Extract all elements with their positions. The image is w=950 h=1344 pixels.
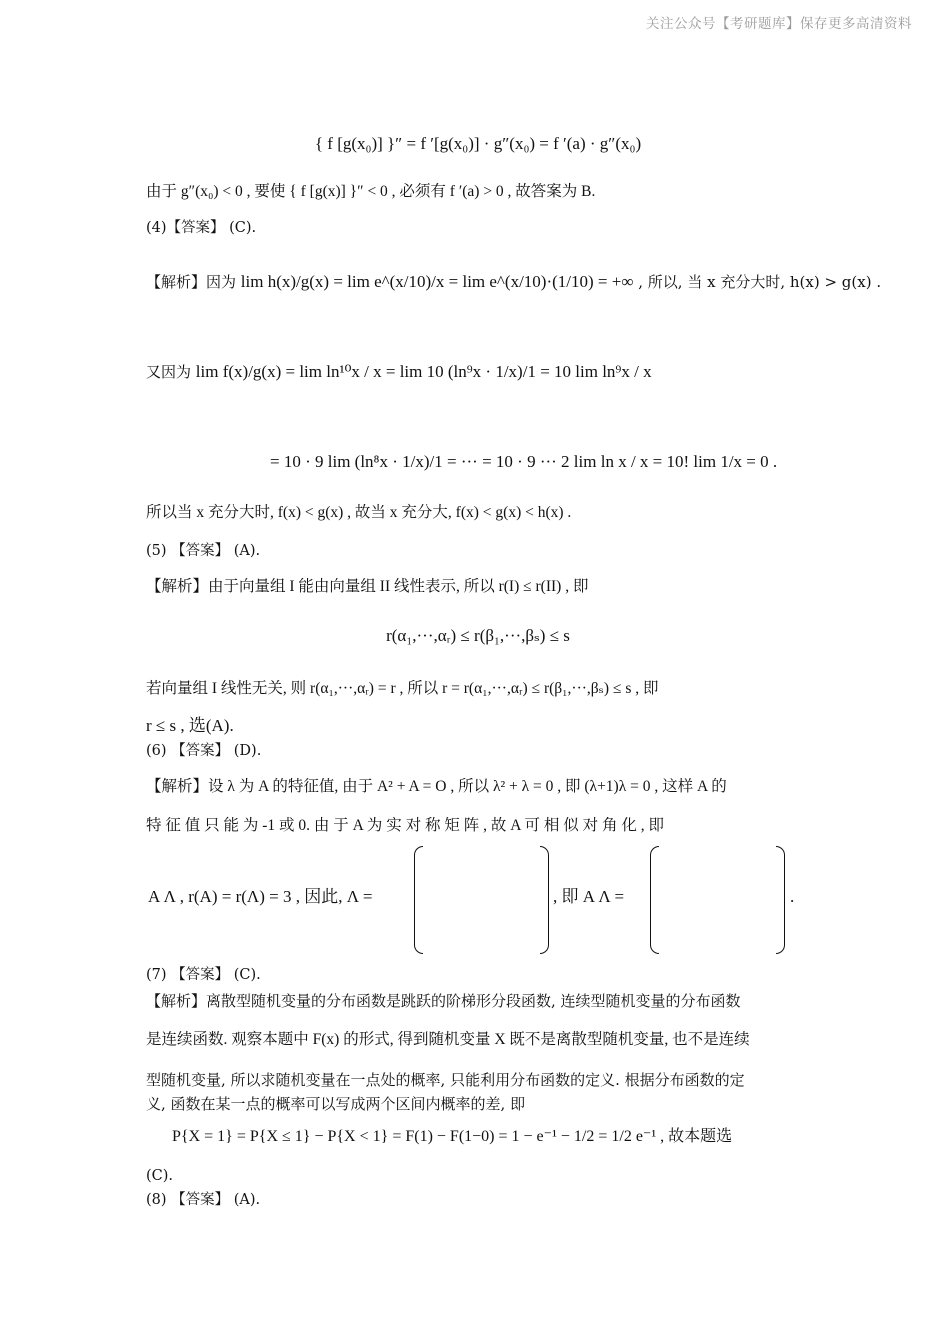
analysis7-line2: 是连续函数. 观察本题中 F(x) 的形式, 得到随机变量 X 既不是离散型随机变量, 也不是连续 <box>146 1031 750 1048</box>
analysis6-line3a: A Λ , r(A) = r(Λ) = 3 , 因此, Λ = <box>148 887 373 906</box>
right-bracket <box>540 846 549 954</box>
analysis4-tail: , 所以, 当 x 充分大时, h(x) > g(x) . <box>638 273 882 291</box>
left-bracket <box>650 846 659 954</box>
analysis4-line1 <box>146 272 882 292</box>
watermark: 关注公众号【考研题库】保存更多高清资料 <box>646 16 912 32</box>
analysis5-line1: 【解析】由于向量组 I 能由向量组 II 线性表示, 所以 r(I) ≤ r(II) , 即 <box>146 578 589 595</box>
probability-equation: P{X = 1} = P{X ≤ 1} − P{X < 1} = F(1) − F(1−0) = 1 − e⁻¹ − 1/2 = 1/2 e⁻¹ , 故本题选 <box>172 1128 733 1145</box>
analysis6-period: . <box>790 887 795 906</box>
limit-h-over-g: lim h(x)/g(x) = lim e^(x/10)/x = lim e^(x/10)·(1/10) = +∞ <box>240 272 634 291</box>
analysis7-end: (C). <box>146 1168 174 1184</box>
answer8-header: (8) 【答案】 (A). <box>146 1192 261 1208</box>
limit-f-over-g: lim f(x)/g(x) = lim ln¹⁰x / x = lim 10 (ln⁹x · 1/x)/1 = 10 lim ln⁹x / x <box>195 362 652 381</box>
right-bracket <box>776 846 785 954</box>
analysis4-label: 【解析】因为 <box>146 273 237 291</box>
chain-rule-equation: { f [g(x₀)] }″ = f ′[g(x₀)] · g″(x₀) = f ′(a) · g″(x₀) <box>314 134 642 153</box>
left-bracket <box>414 846 423 954</box>
answer5-header: (5) 【答案】 (A). <box>146 543 261 559</box>
answer6-header: (6) 【答案】 (D). <box>146 743 262 759</box>
analysis7-line3: 型随机变量, 所以求随机变量在一点处的概率, 只能利用分布函数的定义. 根据分布函数的定 <box>146 1071 745 1089</box>
answer3-conclusion: 由于 g″(x₀) < 0 , 要使 { f [g(x)] }″ < 0 , 必须有 f ′(a) > 0 , 故答案为 B. <box>146 183 596 200</box>
answer4-header: (4)【答案】 (C). <box>146 220 257 236</box>
analysis5-line4: r ≤ s , 选(A). <box>146 716 234 735</box>
analysis6-line2: 特 征 值 只 能 为 -1 或 0. 由 于 A 为 实 对 称 矩 阵 , 故 A 可 相 似 对 角 化 , 即 <box>146 817 664 834</box>
analysis4-conclusion: 所以当 x 充分大时, f(x) < g(x) , 故当 x 充分大, f(x) < g(x) < h(x) . <box>146 504 572 521</box>
analysis4-label2: 又因为 <box>146 363 192 381</box>
answer7-header: (7) 【答案】 (C). <box>146 967 261 983</box>
rank-inequality: r(α₁,···,αᵣ) ≤ r(β₁,···,βₛ) ≤ s <box>386 626 570 645</box>
analysis6-line3b: , 即 A Λ = <box>553 887 625 906</box>
analysis4-line3: = 10 · 9 lim (ln⁸x · 1/x)/1 = ··· = 10 · 9 ··· 2 lim ln x / x = 10! lim 1/x = 0 . <box>270 452 778 471</box>
analysis5-line3: 若向量组 I 线性无关, 则 r(α₁,···,αᵣ) = r , 所以 r = r(α₁,···,αᵣ) ≤ r(β₁,···,βₛ) ≤ s , 即 <box>146 680 659 697</box>
analysis4-line2 <box>146 362 810 382</box>
analysis7-line1: 【解析】离散型随机变量的分布函数是跳跃的阶梯形分段函数, 连续型随机变量的分布函数 <box>146 992 741 1010</box>
analysis7-line4: 义, 函数在某一点的概率可以写成两个区间内概率的差, 即 <box>146 1095 526 1113</box>
analysis6-line1: 【解析】设 λ 为 A 的特征值, 由于 A² + A = O , 所以 λ² + λ = 0 , 即 (λ+1)λ = 0 , 这样 A 的 <box>146 778 727 795</box>
